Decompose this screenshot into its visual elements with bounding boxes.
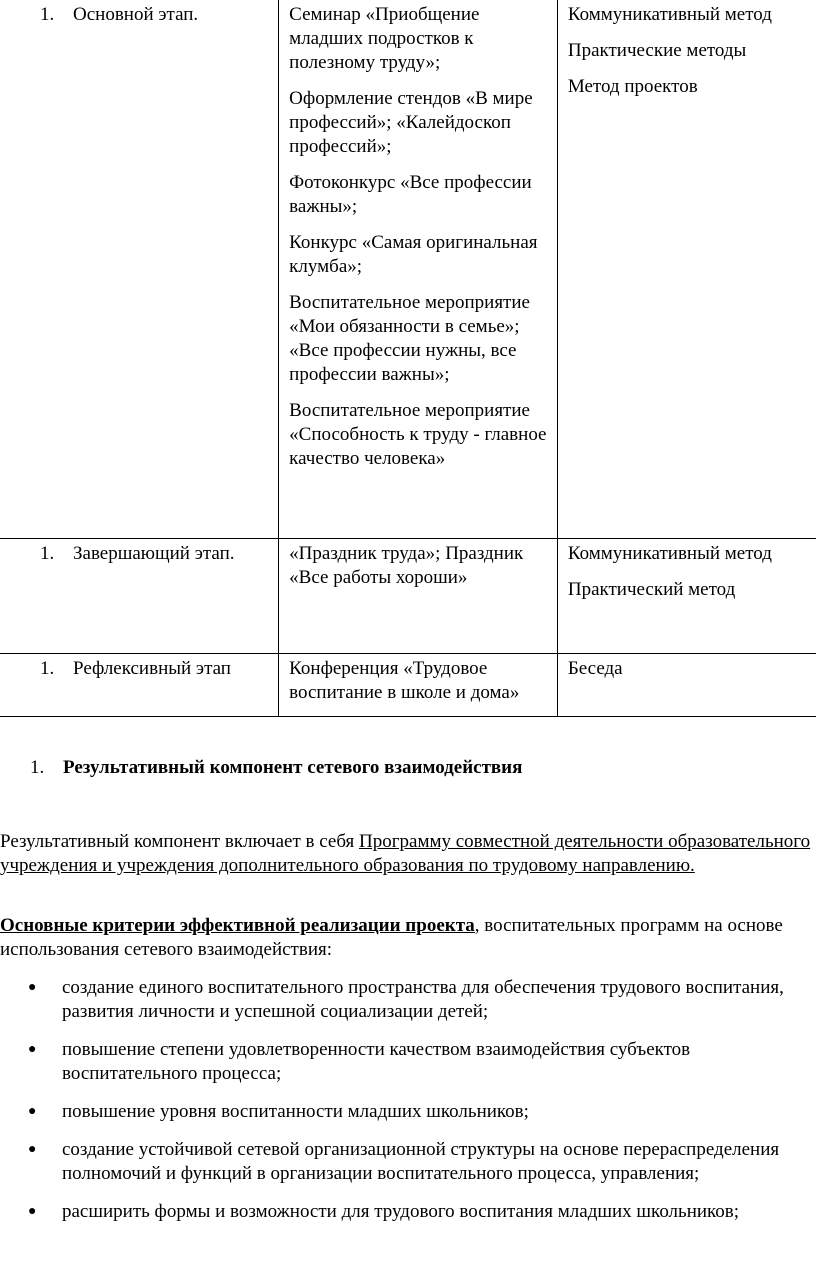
- methods-cell: [557, 538, 816, 653]
- intro-paragraph: [0, 830, 812, 878]
- section-number: 1.: [30, 757, 45, 778]
- stage-name: Завершающий этап.: [73, 542, 235, 564]
- table-row: [0, 653, 816, 716]
- activities-cell: [279, 538, 558, 653]
- list-item: [0, 1100, 816, 1124]
- table-row: [0, 0, 816, 538]
- list-item-text: расширить формы и возможности для трудового воспитания младших школьников;: [62, 1201, 740, 1222]
- list-item-text: повышение уровня воспитанности младших школьников;: [62, 1101, 529, 1122]
- bullet-icon: ●: [28, 980, 37, 995]
- activity-item: Воспитательное мероприятие «Мои обязанности в семье»; «Все профессии нужны, все профессии важны»;: [289, 292, 530, 385]
- activity-item: Конференция «Трудовое воспитание в школе и дома»: [289, 657, 520, 703]
- stage-number: 1.: [40, 4, 55, 25]
- method-item: Метод проектов: [567, 76, 698, 97]
- stage-cell: [0, 653, 279, 716]
- criteria-list: [0, 976, 816, 1238]
- activity-item: Оформление стендов «В мире профессий»; «Калейдоскоп профессий»;: [289, 88, 533, 157]
- method-item: Практический метод: [567, 578, 736, 600]
- list-item: [0, 976, 816, 1024]
- activities-cell: [279, 0, 558, 538]
- criteria-heading: Основные критерии эффективной реализации проекта: [0, 915, 475, 936]
- activity-item: Семинар «Приобщение младших подростков к полезному труду»;: [289, 4, 480, 73]
- criteria-paragraph: [0, 914, 812, 962]
- bullet-icon: ●: [28, 1042, 37, 1057]
- program-link: Программу совместной деятельности образовательного учреждения и учреждения дополнительного образования по трудовому направлению.: [0, 831, 811, 876]
- activity-item: Конкурс «Самая оригинальная клумба»;: [289, 232, 538, 277]
- list-item: [0, 1138, 816, 1186]
- method-item: Практические методы: [567, 40, 747, 61]
- activities-cell: [279, 653, 558, 716]
- list-item: [0, 1200, 816, 1224]
- list-item: [0, 1038, 816, 1086]
- stage-name: Основной этап.: [73, 4, 199, 25]
- stage-number: 1.: [40, 542, 55, 564]
- list-item-text: повышение степени удовлетворенности качеством взаимодействия субъектов воспитательного процесса;: [62, 1039, 691, 1084]
- method-item: Коммуникативный метод: [567, 4, 772, 25]
- methods-cell: [557, 653, 816, 716]
- activity-item: Фотоконкурс «Все профессии важны»;: [289, 172, 532, 217]
- section-heading: [30, 756, 522, 780]
- stage-cell: [0, 538, 279, 653]
- section-title: Результативный компонент сетевого взаимодействия: [63, 757, 523, 778]
- bullet-icon: ●: [28, 1142, 37, 1157]
- stage-number: 1.: [40, 657, 55, 679]
- table-row: [0, 538, 816, 653]
- activity-item: Воспитательное мероприятие «Способность к труду - главное качество человека»: [289, 400, 547, 469]
- methods-cell: [557, 0, 816, 538]
- stage-cell: [0, 0, 279, 538]
- list-item-text: создание устойчивой сетевой организационной структуры на основе перераспределения полномочий и функций в организации воспитательного процесса, управления;: [62, 1139, 780, 1184]
- method-item: Коммуникативный метод: [567, 542, 772, 564]
- bullet-icon: ●: [28, 1204, 37, 1219]
- criteria-text: , воспитательных программ на основе использования сетевого взаимодействия:: [0, 915, 783, 960]
- stage-name: Рефлексивный этап: [73, 657, 231, 679]
- bullet-icon: ●: [28, 1104, 37, 1119]
- method-item: Беседа: [567, 657, 623, 679]
- list-item-text: создание единого воспитательного пространства для обеспечения трудового воспитания, развития личности и успешной социализации детей;: [62, 977, 784, 1022]
- activity-item: «Праздник труда»; Праздник «Все работы хороши»: [289, 542, 524, 588]
- intro-text: Результативный компонент включает в себя: [0, 831, 359, 852]
